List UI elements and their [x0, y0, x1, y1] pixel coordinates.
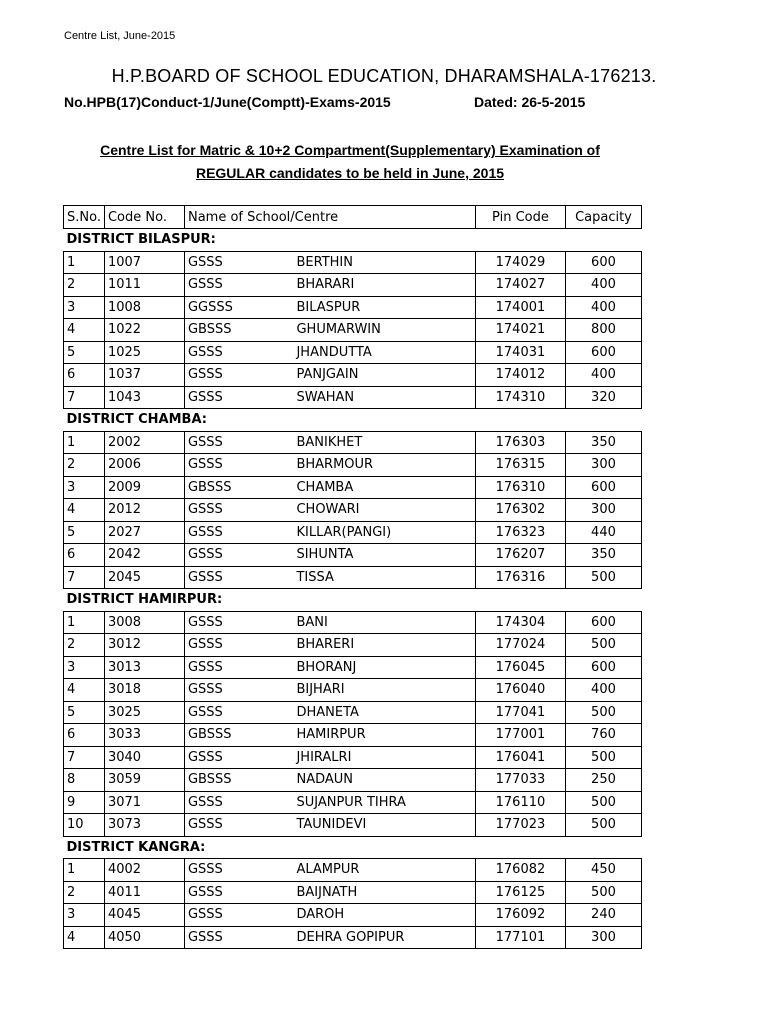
centre-list-table [63, 205, 642, 949]
school-place-cell: DEHRA GOPIPUR [293, 926, 475, 949]
capacity-cell: 760 [565, 724, 641, 747]
table-row [64, 656, 642, 679]
capacity-cell: 300 [565, 454, 641, 477]
capacity-cell: 600 [565, 251, 641, 274]
pin-code-cell: 174001 [475, 296, 565, 319]
capacity-cell: 600 [565, 656, 641, 679]
capacity-cell: 250 [565, 769, 641, 792]
code-cell: 2009 [104, 476, 184, 499]
pin-code-cell: 176082 [475, 859, 565, 882]
table-row [64, 274, 642, 297]
capacity-cell: 320 [565, 386, 641, 409]
board-title: H.P.BOARD OF SCHOOL EDUCATION, DHARAMSHALA-176213. [111, 66, 657, 86]
district-heading-row [64, 836, 642, 859]
table-row [64, 521, 642, 544]
serial-number-cell: 2 [64, 274, 105, 297]
code-cell: 1008 [104, 296, 184, 319]
school-place-cell: BHORANJ [293, 656, 475, 679]
header-pin: Pin Code [475, 206, 565, 229]
code-cell: 4050 [104, 926, 184, 949]
school-place-cell: BANIKHET [293, 431, 475, 454]
school-type-cell: GSSS [184, 251, 293, 274]
school-type-cell: GSSS [184, 341, 293, 364]
code-cell: 2002 [104, 431, 184, 454]
capacity-cell: 800 [565, 319, 641, 342]
header-name: Name of School/Centre [184, 206, 475, 229]
serial-number-cell: 1 [64, 859, 105, 882]
district-name: DISTRICT HAMIRPUR: [64, 589, 642, 612]
school-place-cell: TISSA [293, 566, 475, 589]
school-type-cell: GSSS [184, 634, 293, 657]
capacity-cell: 400 [565, 364, 641, 387]
table-row [64, 634, 642, 657]
code-cell: 1011 [104, 274, 184, 297]
code-cell: 1025 [104, 341, 184, 364]
school-type-cell: GSSS [184, 814, 293, 837]
table-row [64, 386, 642, 409]
code-cell: 1037 [104, 364, 184, 387]
school-place-cell: BILASPUR [293, 296, 475, 319]
school-type-cell: GSSS [184, 364, 293, 387]
school-type-cell: GSSS [184, 904, 293, 927]
school-type-cell: GSSS [184, 791, 293, 814]
header-code: Code No. [104, 206, 184, 229]
district-heading-row [64, 409, 642, 432]
pin-code-cell: 176316 [475, 566, 565, 589]
capacity-cell: 500 [565, 814, 641, 837]
capacity-cell: 500 [565, 881, 641, 904]
code-cell: 2042 [104, 544, 184, 567]
school-place-cell: BERTHIN [293, 251, 475, 274]
school-place-cell: BHARMOUR [293, 454, 475, 477]
pin-code-cell: 176323 [475, 521, 565, 544]
table-row [64, 881, 642, 904]
table-row [64, 814, 642, 837]
pin-code-cell: 176302 [475, 499, 565, 522]
pin-code-cell: 177041 [475, 701, 565, 724]
serial-number-cell: 1 [64, 611, 105, 634]
pin-code-cell: 177033 [475, 769, 565, 792]
code-cell: 2045 [104, 566, 184, 589]
school-place-cell: CHAMBA [293, 476, 475, 499]
table-row [64, 611, 642, 634]
capacity-cell: 500 [565, 746, 641, 769]
school-type-cell: GSSS [184, 679, 293, 702]
school-type-cell: GSSS [184, 431, 293, 454]
serial-number-cell: 5 [64, 521, 105, 544]
code-cell: 3012 [104, 634, 184, 657]
pin-code-cell: 176040 [475, 679, 565, 702]
capacity-cell: 240 [565, 904, 641, 927]
capacity-cell: 300 [565, 499, 641, 522]
district-name: DISTRICT CHAMBA: [64, 409, 642, 432]
school-type-cell: GSSS [184, 566, 293, 589]
school-type-cell: GSSS [184, 746, 293, 769]
serial-number-cell: 4 [64, 679, 105, 702]
school-place-cell: DHANETA [293, 701, 475, 724]
pin-code-cell: 176092 [475, 904, 565, 927]
school-place-cell: DAROH [293, 904, 475, 927]
serial-number-cell: 7 [64, 566, 105, 589]
table-row [64, 769, 642, 792]
school-place-cell: JHIRALRI [293, 746, 475, 769]
pin-code-cell: 177001 [475, 724, 565, 747]
reference-number: No.HPB(17)Conduct-1/June(Comptt)-Exams-2015 [64, 94, 391, 110]
capacity-cell: 500 [565, 634, 641, 657]
pin-code-cell: 177101 [475, 926, 565, 949]
pin-code-cell: 177023 [475, 814, 565, 837]
capacity-cell: 350 [565, 544, 641, 567]
school-type-cell: GGSSS [184, 296, 293, 319]
code-cell: 3025 [104, 701, 184, 724]
serial-number-cell: 2 [64, 454, 105, 477]
code-cell: 3013 [104, 656, 184, 679]
capacity-cell: 400 [565, 679, 641, 702]
code-cell: 3040 [104, 746, 184, 769]
school-type-cell: GBSSS [184, 319, 293, 342]
table-row [64, 341, 642, 364]
school-place-cell: KILLAR(PANGI) [293, 521, 475, 544]
school-type-cell: GSSS [184, 859, 293, 882]
serial-number-cell: 4 [64, 319, 105, 342]
school-place-cell: SUJANPUR TIHRA [293, 791, 475, 814]
table-row [64, 454, 642, 477]
school-type-cell: GSSS [184, 544, 293, 567]
serial-number-cell: 6 [64, 724, 105, 747]
school-place-cell: SWAHAN [293, 386, 475, 409]
serial-number-cell: 1 [64, 251, 105, 274]
school-type-cell: GSSS [184, 926, 293, 949]
table-row [64, 904, 642, 927]
school-type-cell: GSSS [184, 386, 293, 409]
school-type-cell: GSSS [184, 521, 293, 544]
pin-code-cell: 176110 [475, 791, 565, 814]
capacity-cell: 600 [565, 476, 641, 499]
table-row [64, 251, 642, 274]
school-type-cell: GSSS [184, 656, 293, 679]
page-header-note: Centre List, June-2015 [64, 30, 176, 42]
school-place-cell: BAIJNATH [293, 881, 475, 904]
header-sno: S.No. [64, 206, 105, 229]
capacity-cell: 450 [565, 859, 641, 882]
capacity-cell: 300 [565, 926, 641, 949]
code-cell: 4011 [104, 881, 184, 904]
school-place-cell: JHANDUTTA [293, 341, 475, 364]
pin-code-cell: 174029 [475, 251, 565, 274]
serial-number-cell: 6 [64, 364, 105, 387]
capacity-cell: 500 [565, 701, 641, 724]
school-place-cell: PANJGAIN [293, 364, 475, 387]
serial-number-cell: 7 [64, 746, 105, 769]
school-type-cell: GSSS [184, 881, 293, 904]
district-heading-row [64, 589, 642, 612]
table-row [64, 926, 642, 949]
serial-number-cell: 2 [64, 634, 105, 657]
pin-code-cell: 174021 [475, 319, 565, 342]
serial-number-cell: 2 [64, 881, 105, 904]
table-body [64, 229, 642, 949]
serial-number-cell: 9 [64, 791, 105, 814]
capacity-cell: 400 [565, 296, 641, 319]
school-place-cell: ALAMPUR [293, 859, 475, 882]
school-place-cell: BHARERI [293, 634, 475, 657]
school-place-cell: GHUMARWIN [293, 319, 475, 342]
pin-code-cell: 176207 [475, 544, 565, 567]
school-place-cell: SIHUNTA [293, 544, 475, 567]
capacity-cell: 350 [565, 431, 641, 454]
pin-code-cell: 176303 [475, 431, 565, 454]
pin-code-cell: 174310 [475, 386, 565, 409]
serial-number-cell: 6 [64, 544, 105, 567]
school-place-cell: CHOWARI [293, 499, 475, 522]
subtitle-line-2: REGULAR candidates to be held in June, 2015 [195, 165, 505, 181]
capacity-cell: 600 [565, 611, 641, 634]
school-type-cell: GSSS [184, 701, 293, 724]
serial-number-cell: 1 [64, 431, 105, 454]
district-name: DISTRICT BILASPUR: [64, 229, 642, 252]
pin-code-cell: 176310 [475, 476, 565, 499]
code-cell: 4045 [104, 904, 184, 927]
table-row [64, 566, 642, 589]
code-cell: 2012 [104, 499, 184, 522]
code-cell: 1007 [104, 251, 184, 274]
capacity-cell: 500 [565, 791, 641, 814]
serial-number-cell: 3 [64, 656, 105, 679]
school-place-cell: NADAUN [293, 769, 475, 792]
serial-number-cell: 3 [64, 904, 105, 927]
table-row [64, 859, 642, 882]
capacity-cell: 500 [565, 566, 641, 589]
school-place-cell: BIJHARI [293, 679, 475, 702]
serial-number-cell: 4 [64, 926, 105, 949]
capacity-cell: 400 [565, 274, 641, 297]
capacity-cell: 440 [565, 521, 641, 544]
school-place-cell: HAMIRPUR [293, 724, 475, 747]
capacity-cell: 600 [565, 341, 641, 364]
serial-number-cell: 10 [64, 814, 105, 837]
pin-code-cell: 174031 [475, 341, 565, 364]
pin-code-cell: 177024 [475, 634, 565, 657]
code-cell: 2006 [104, 454, 184, 477]
school-type-cell: GSSS [184, 274, 293, 297]
table-row [64, 319, 642, 342]
school-type-cell: GBSSS [184, 769, 293, 792]
school-type-cell: GBSSS [184, 476, 293, 499]
code-cell: 1022 [104, 319, 184, 342]
pin-code-cell: 176041 [475, 746, 565, 769]
code-cell: 3071 [104, 791, 184, 814]
school-type-cell: GSSS [184, 454, 293, 477]
table-row [64, 679, 642, 702]
table-row [64, 296, 642, 319]
table-row [64, 724, 642, 747]
pin-code-cell: 174012 [475, 364, 565, 387]
serial-number-cell: 5 [64, 701, 105, 724]
table-row [64, 499, 642, 522]
table-row [64, 476, 642, 499]
code-cell: 4002 [104, 859, 184, 882]
table-row [64, 791, 642, 814]
school-type-cell: GSSS [184, 611, 293, 634]
code-cell: 2027 [104, 521, 184, 544]
serial-number-cell: 4 [64, 499, 105, 522]
header-capacity: Capacity [565, 206, 641, 229]
district-heading-row [64, 229, 642, 252]
table-row [64, 746, 642, 769]
table-row [64, 701, 642, 724]
code-cell: 1043 [104, 386, 184, 409]
pin-code-cell: 176045 [475, 656, 565, 679]
school-place-cell: TAUNIDEVI [293, 814, 475, 837]
table-row [64, 544, 642, 567]
school-type-cell: GSSS [184, 499, 293, 522]
serial-number-cell: 8 [64, 769, 105, 792]
code-cell: 3018 [104, 679, 184, 702]
table-row [64, 431, 642, 454]
code-cell: 3073 [104, 814, 184, 837]
dated-text: Dated: 26-5-2015 [474, 94, 586, 110]
serial-number-cell: 7 [64, 386, 105, 409]
code-cell: 3008 [104, 611, 184, 634]
pin-code-cell: 176315 [475, 454, 565, 477]
code-cell: 3033 [104, 724, 184, 747]
school-place-cell: BHARARI [293, 274, 475, 297]
table-row [64, 364, 642, 387]
school-type-cell: GBSSS [184, 724, 293, 747]
pin-code-cell: 174304 [475, 611, 565, 634]
serial-number-cell: 3 [64, 476, 105, 499]
school-place-cell: BANI [293, 611, 475, 634]
table-header-row [64, 206, 642, 229]
district-name: DISTRICT KANGRA: [64, 836, 642, 859]
pin-code-cell: 174027 [475, 274, 565, 297]
subtitle-line-1: Centre List for Matric & 10+2 Compartment(Supplementary) Examination of [100, 142, 600, 158]
serial-number-cell: 3 [64, 296, 105, 319]
code-cell: 3059 [104, 769, 184, 792]
pin-code-cell: 176125 [475, 881, 565, 904]
serial-number-cell: 5 [64, 341, 105, 364]
